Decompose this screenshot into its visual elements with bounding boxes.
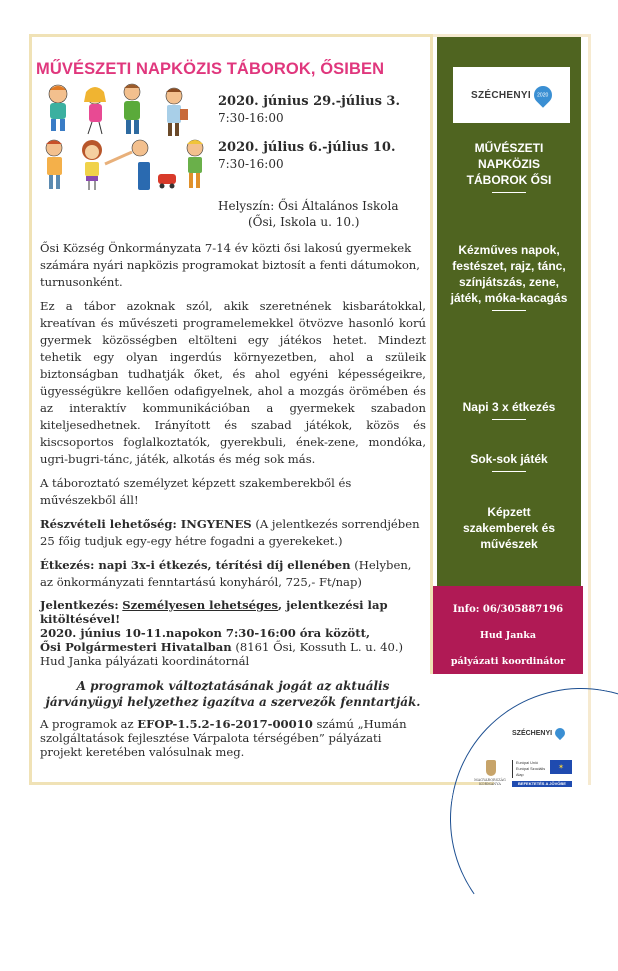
contact-name: Hud Janka (479, 630, 537, 641)
location-name: Helyszín: Ősi Általános Iskola (218, 199, 399, 213)
sidebar-staff-block (437, 504, 581, 552)
sidebar-staff: Képzett szakemberek és művészek (462, 505, 556, 551)
sidebar-games-block (437, 451, 581, 472)
divider (492, 310, 526, 311)
project-code: EFOP-1.5.2-16-2017-00010 (137, 717, 313, 731)
sidebar-meals-block (437, 399, 581, 420)
szechenyi-logo (453, 67, 570, 123)
contact-panel (433, 586, 583, 674)
szechenyi-small-text: SZÉCHENYI (512, 729, 553, 737)
sidebar-heading-block (437, 140, 581, 193)
divider (492, 192, 526, 193)
meals-note: (Helyben, az önkormányzati fenntartású konyháról, 725,- Ft/nap) (40, 558, 412, 589)
registration-paragraph (40, 598, 426, 668)
adult-figure (105, 140, 150, 190)
eu-flag-icon: ✶ (550, 760, 572, 774)
frame-divider (430, 34, 433, 674)
session-1-time: 7:30-16:00 (218, 111, 284, 125)
divider (492, 419, 526, 420)
divider (492, 471, 526, 472)
eu-line: Európai Unió (516, 761, 538, 765)
szechenyi-logo-text: SZÉCHENYI (471, 89, 531, 101)
session-2-dates: 2020. július 6.-július 10. (218, 140, 396, 155)
meals-label: Étkezés: napi 3x-i étkezés, térítési díj ellenében (40, 558, 351, 572)
registration-label: Jelentkezés: (40, 598, 119, 612)
project-paragraph (40, 717, 426, 759)
session-dates (218, 94, 430, 186)
location-address: (Ősi, Iskola u. 10.) (248, 215, 360, 229)
child-figure (166, 88, 188, 136)
registration-method: Személyesen lehetséges (122, 598, 279, 612)
meals-paragraph (40, 557, 426, 591)
eu-text (512, 760, 545, 778)
contact-role: pályázati koordinátor (450, 656, 566, 667)
funding-logos (440, 680, 590, 790)
eu-line: Alap (516, 773, 524, 777)
government-label: MAGYARORSZÁG KORMÁNYA (474, 778, 506, 786)
frame-border (29, 782, 433, 785)
contact-info: Info: 06/305887196 (452, 604, 564, 615)
location-pin-icon (553, 726, 567, 740)
registration-contact: Hud Janka pályázati koordinátornál (40, 654, 250, 668)
child-figure (187, 140, 203, 188)
child-figure (124, 84, 140, 134)
participation-paragraph (40, 516, 426, 550)
frame-border (588, 34, 591, 785)
logo-year: 2020 (537, 92, 549, 98)
registration-where: Ősi Polgármesteri Hivatalban (40, 640, 232, 654)
child-figure (84, 87, 106, 134)
location-pin-icon (530, 82, 555, 107)
location (218, 198, 430, 230)
body-text (40, 240, 426, 766)
child-figure (49, 85, 67, 131)
registration-rest: , jelentkezési lap kitöltésével! (40, 598, 388, 626)
session-2-time: 7:30-16:00 (218, 157, 284, 171)
description-paragraph: Ez a tábor azoknak szól, akik szeretnének kisbarátokkal, kreatívan és művészeti programelemekkel ötvözve hasonló korú gyermek közösségben eltölteni egy játékos hetet. Mindezt tehetik egy olyan ingerdús környezetben, ahol a szüleik biztonságban tudhatják őket, és ahol egyéni képességeikre, ügyességükre kellően odafigyelnek, ahol a mozgás örömében és az interaktív kommunikációban a gyermekek szabadon kiteljesedhetnek. Irányított és szabad játékok, közös és kiscsoportos foglalkoztatók, gyerekbuli, ének-zene, mondóka, ugri-bugri-tánc, játék, alkotás és még sok más. (40, 299, 426, 466)
sidebar-games: Sok-sok játék (470, 452, 548, 466)
eu-line: Európai Szociális (516, 767, 546, 771)
sidebar-activities-block (437, 242, 581, 311)
participation-note: (A jelentkezés sorrendjében 25 főig tudjuk egy-egy hétre fogadni a gyerekeket.) (40, 517, 420, 548)
sidebar-activities: Kézműves napok, festészet, rajz, tánc, színjátszás, zene, játék, móka-kacagás (450, 243, 568, 305)
project-post: számú „Humán szolgáltatások fejlesztése Várpalota térségében” pályázati projekt keretében valósulnak meg. (40, 717, 407, 759)
participation-label: Részvételi lehetőség: INGYENES (40, 517, 252, 531)
registration-when: 2020. június 10-11.napokon 7:30-16:00 óra között, (40, 626, 371, 640)
child-figure (82, 140, 102, 190)
child-figure (46, 140, 62, 189)
session-1-dates: 2020. június 29.-július 3. (218, 94, 400, 109)
intro-paragraph: Ősi Község Önkormányzata 7-14 év közti ősi lakosú gyermekek számára nyári napközis programokat biztosít a fenti dátumokon, turnusonként. (40, 241, 420, 289)
disclaimer: A programok változtatásának jogát az aktuális járványügyi helyzethez igazítva a szervezők fenntartják. (45, 679, 421, 709)
decorative-arc (429, 667, 618, 971)
sidebar-meals: Napi 3 x étkezés (462, 400, 556, 414)
project-pre: A programok az (40, 717, 138, 731)
staff-paragraph: A táboroztató személyzet képzett szakemberekből és művészekből áll! (40, 476, 352, 507)
sidebar-heading: MŰVÉSZETI NAPKÖZIS TÁBOROK ŐSI (466, 141, 552, 187)
cartoon-children-illustration (40, 82, 210, 197)
szechenyi-logo-small (512, 728, 565, 738)
sidebar-panel (437, 37, 581, 587)
registration-address: (8161 Ősi, Kossuth L. u. 40.) (235, 640, 404, 654)
toy-car (158, 174, 176, 189)
hungarian-crest-icon (486, 760, 496, 776)
eu-slogan: BEFEKTETÉS A JÖVŐBE (512, 781, 572, 787)
poster-title: MŰVÉSZETI NAPKÖZIS TÁBOROK, ŐSIBEN (36, 60, 385, 78)
